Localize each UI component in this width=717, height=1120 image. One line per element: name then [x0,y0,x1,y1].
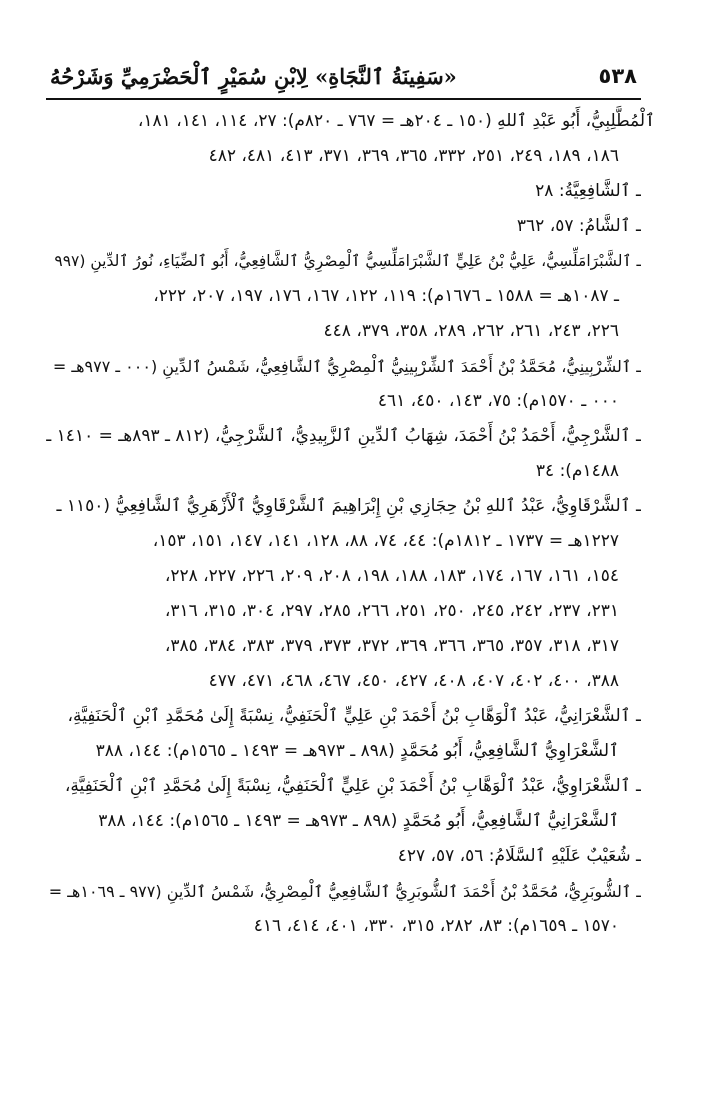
header-rule [46,98,641,100]
running-title: «سَفِينَةُ ٱلنَّجَاةِ» لِابْنِ سُمَيْرٍ ٱلْحَضْرَمِيِّ وَشَرْحُهُ [50,63,457,89]
index-line: ٢٣١، ٢٣٧، ٢٤٢، ٢٤٥، ٢٥٠، ٢٥١، ٢٦٦، ٢٨٥، ٢٩٧، ٣٠٤، ٣١٥، ٣١٦، [164,601,619,621]
index-line: ٱلْمُطَّلِبِيُّ، أَبُو عَبْدِ ٱللهِ (١٥٠ ـ ٢٠٤هـ = ٧٦٧ ـ ٨٢٠م): ٢٧، ١١٤، ١٤١، ١٨١، [137,111,655,131]
index-entry-shuayb: ـ شُعَيْبٌ عَلَيْهِ ٱلسَّلَامُ: ٥٦، ٥٧، ٤٢٧ [397,846,641,866]
index-line: ١٢٢٧هـ = ١٧٣٧ ـ ١٨١٢م): ٤٤، ٧٤، ٨٨، ١٢٨، ١٤١، ١٤٧، ١٥١، ١٥٣، [152,531,619,551]
index-entry-sharawi: ـ ٱلشَّعْرَاوِيُّ، عَبْدُ ٱلْوَهَّابِ بْنُ أَحْمَدَ بْنِ عَلِيٍّ ٱلْحَنَفِيُّ، نِسْبَةً إِلَىٰ مُحَمَّدِ ٱبْنِ ٱلْحَنَفِيَّةِ، [64,776,641,796]
index-entry-sharqawi: ـ ٱلشَّرْقَاوِيُّ، عَبْدُ ٱللهِ بْنُ حِجَازِي بْنِ إِبْرَاهِيمَ ٱلشَّرْقَاوِيُّ ٱلْأَزْهَرِيُّ ٱلشَّافِعِيُّ (١١٥٠ ـ [56,496,641,516]
index-entry-sharani: ـ ٱلشَّعْرَانِيُّ، عَبْدُ ٱلْوَهَّابِ بْنُ أَحْمَدَ بْنِ عَلِيٍّ ٱلْحَنَفِيُّ، نِسْبَةً إِلَىٰ مُحَمَّدِ ٱبْنِ ٱلْحَنَفِيَّةِ، [67,706,641,726]
index-line: ٣٨٨، ٤٠٠، ٤٠٢، ٤٠٧، ٤٠٨، ٤٢٧، ٤٥٠، ٤٦٧، ٤٦٨، ٤٧١، ٤٧٧ [208,671,619,691]
index-entry-shabramallisi: ـ ٱلشَّبْرَامَلِّسِيُّ، عَلِيُّ بْنُ عَلِيٍّ ٱلشَّبْرَامَلِّسِيُّ ٱلْمِصْرِيُّ ٱلشَّافِعِيُّ، أَبُو ٱلضِّيَاءِ، نُورُ ٱلدِّينِ (٩٩٧ [54,252,641,270]
index-entry-shafiiyya: ـ ٱلشَّافِعِيَّةُ: ٢٨ [535,181,641,201]
index-line: ١٥٤، ١٦١، ١٦٧، ١٧٤، ١٨٣، ١٨٨، ١٩٨، ٢٠٨، ٢٠٩، ٢٢٦، ٢٢٧، ٢٢٨، [164,566,619,586]
page-number: ٥٣٨ [598,64,637,88]
index-line: ـ ١٠٨٧هـ = ١٥٨٨ ـ ١٦٧٦م): ١١٩، ١٢٢، ١٦٧، ١٧٦، ١٩٧، ٢٠٧، ٢٢٢، [153,286,619,306]
index-entry-sham: ـ ٱلشَّامُ: ٥٧، ٣٦٢ [516,216,641,236]
index-line: ٱلشَّعْرَانِيُّ ٱلشَّافِعِيُّ، أَبُو مُحَمَّدٍ (٨٩٨ ـ ٩٧٣هـ = ١٤٩٣ ـ ١٥٦٥م): ١٤٤، ٣٨٨ [98,811,619,831]
index-line: ٠٠٠ ـ ١٥٧٠م): ٧٥، ١٤٣، ٤٥٠، ٤٦١ [377,391,619,411]
index-line: ٱلشَّعْرَاوِيُّ ٱلشَّافِعِيُّ، أَبُو مُحَمَّدٍ (٨٩٨ ـ ٩٧٣هـ = ١٤٩٣ ـ ١٥٦٥م): ١٤٤، ٣٨٨ [95,741,619,761]
index-line: ١٥٧٠ ـ ١٦٥٩م): ٨٣، ٢٨٢، ٣١٥، ٣٣٠، ٤٠١، ٤١٤، ٤١٦ [253,916,619,936]
index-line: ٢٢٦، ٢٤٣، ٢٦١، ٢٦٢، ٢٨٩، ٣٥٨، ٣٧٩، ٤٤٨ [323,321,619,341]
index-line: ١٨٦، ١٨٩، ٢٤٩، ٢٥١، ٣٣٢، ٣٦٥، ٣٦٩، ٣٧١، ٤١٣، ٤٨١، ٤٨٢ [208,146,619,166]
index-line: ١٤٨٨م): ٣٤ [535,461,619,481]
index-entry-shirbini: ـ ٱلشِّرْبِينِيُّ، مُحَمَّدُ بْنُ أَحْمَدَ ٱلشِّرْبِينِيُّ ٱلْمِصْرِيُّ ٱلشَّافِعِيُّ، شَمْسُ ٱلدِّينِ (٠٠٠ ـ ٩٧٧هـ = [52,357,641,376]
index-entries [46,104,655,944]
index-line: ٣١٧، ٣١٨، ٣٥٧، ٣٦٥، ٣٦٦، ٣٦٩، ٣٧٢، ٣٧٣، ٣٧٩، ٣٨٣، ٣٨٤، ٣٨٥، [164,636,619,656]
index-entry-sharji: ـ ٱلشَّرْجِيُّ، أَحْمَدُ بْنُ أَحْمَدَ، شِهَابُ ٱلدِّينِ ٱلزَّبِيدِيُّ، ٱلشَّرْجِيُّ، (٨١٢ ـ ٨٩٣هـ = ١٤١٠ ـ [46,426,641,446]
running-header [50,56,637,96]
index-entry-shawbari: ـ ٱلشُّوبَرِيُّ، مُحَمَّدُ بْنُ أَحْمَدَ ٱلشُّوبَرِيُّ ٱلشَّافِعِيُّ ٱلْمِصْرِيُّ، شَمْسُ ٱلدِّينِ (٩٧٧ ـ ١٠٦٩هـ = [48,882,641,901]
